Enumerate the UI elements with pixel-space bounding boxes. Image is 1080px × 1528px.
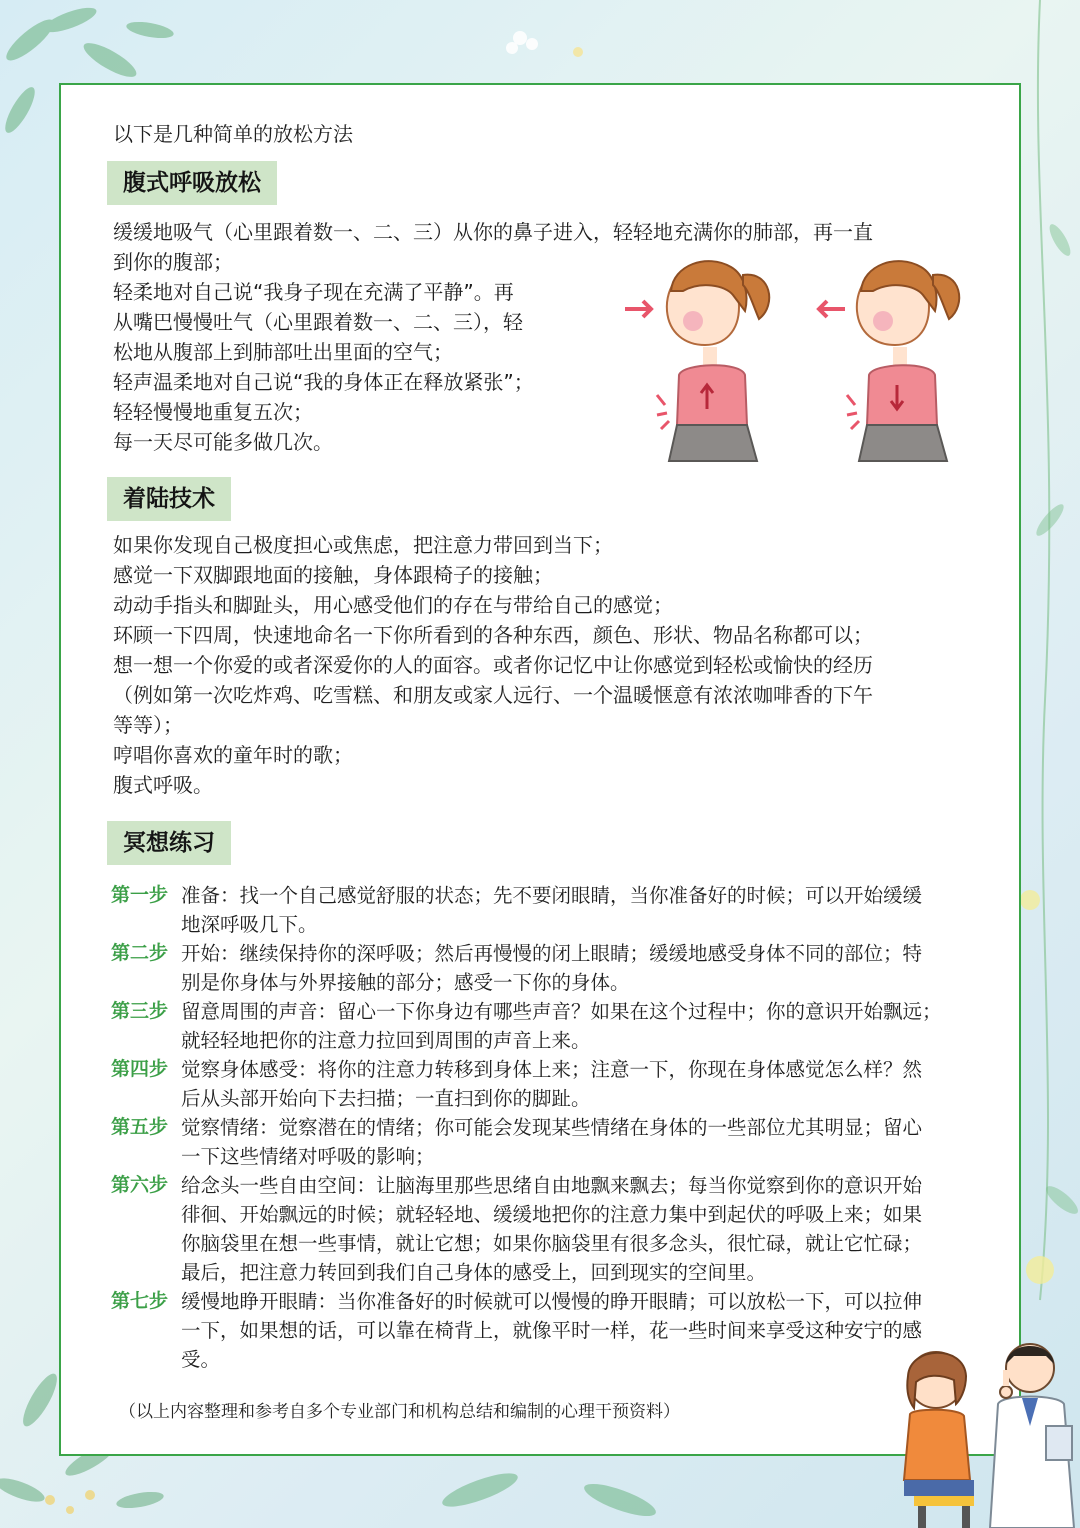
grounding-line: 腹式呼吸。 (113, 773, 213, 797)
grounding-paragraph (113, 530, 873, 800)
step-label: 第三步 (111, 1000, 169, 1022)
step-line: 最后，把注意力转回到我们自己身体的感受上，回到现实的空间里。 (181, 1261, 767, 1284)
step-line: 留意周围的声音：留心一下你身边有哪些声音？如果在这个过程中；你的意识开始飘远； (181, 1000, 942, 1023)
source-footnote: （以上内容整理和参考自多个专业部门和机构总结和编制的心理干预资料） (119, 1402, 680, 1422)
girl-inhale-icon (625, 261, 769, 461)
girl-exhale-icon (819, 261, 959, 461)
content-card (59, 83, 1021, 1456)
breathing-line: 从嘴巴慢慢吐气（心里跟着数一、二、三），轻 (113, 310, 523, 334)
step-line: 一下，如果想的话，可以靠在椅背上，就像平时一样，花一些时间来享受这种安宁的感 (181, 1319, 923, 1342)
doctor-icon (990, 1344, 1074, 1528)
grounding-line: 动动手指头和脚趾头，用心感受他们的存在与带给自己的感觉； (113, 593, 673, 617)
breathing-line: 轻柔地对自己说“我身子现在充满了平静”。再 (113, 280, 514, 304)
meditation-step-6 (111, 1171, 1011, 1287)
flower-bottom-left-icon (45, 1490, 95, 1514)
step-line: 一下这些情绪对呼吸的影响； (181, 1145, 435, 1168)
step-line: 缓慢地睁开眼睛：当你准备好的时候就可以慢慢的睁开眼睛；可以放松一下，可以拉伸 (181, 1290, 923, 1313)
step-label: 第二步 (111, 942, 169, 964)
leaf-bottom-center-icon (439, 1467, 659, 1522)
step-line: 地深呼吸几下。 (181, 913, 318, 936)
grounding-line: （例如第一次吃炸鸡、吃雪糕、和朋友或家人远行、一个温暖惬意有浓浓咖啡香的下午 (113, 683, 873, 707)
step-line: 后从头部开始向下去扫描；一直扫到你的脚趾。 (181, 1087, 591, 1110)
flower-top-icon (506, 31, 583, 57)
grounding-line: 如果你发现自己极度担心或焦虑，把注意力带回到当下； (113, 533, 613, 557)
breathing-line: 每一天尽可能多做几次。 (113, 430, 333, 454)
woman-icon (904, 1352, 974, 1528)
breathing-illustration (621, 245, 981, 465)
step-line: 受。 (181, 1348, 221, 1371)
step-label: 第五步 (111, 1116, 169, 1138)
meditation-step-1 (111, 881, 1011, 939)
meditation-step-2 (111, 939, 1011, 997)
flower-right-icon (1020, 890, 1054, 1284)
leaf-cluster-right-icon (1033, 221, 1080, 1218)
meditation-step-5 (111, 1113, 1011, 1171)
breathing-line: 到你的腹部； (113, 250, 233, 274)
step-line: 觉察身体感受：将你的注意力转移到身体上来；注意一下，你现在身体感觉怎么样？然 (181, 1058, 923, 1081)
intro-text: 以下是几种简单的放松方法 (113, 122, 353, 146)
meditation-steps (111, 881, 1011, 1374)
grounding-line: 感觉一下双脚跟地面的接触，身体跟椅子的接触； (113, 563, 553, 587)
breathing-line: 松地从腹部上到肺部吐出里面的空气； (113, 340, 453, 364)
grounding-line: 哼唱你喜欢的童年时的歌； (113, 743, 353, 767)
grounding-line: 想一想一个你爱的或者深爱你的人的面容。或者你记忆中让你感觉到轻松或愉快的经历 (113, 653, 873, 677)
vine-right-icon (1038, 0, 1049, 1300)
section-title-breathing: 腹式呼吸放松 (107, 161, 277, 205)
step-label: 第七步 (111, 1290, 169, 1312)
breathing-line: 轻声温柔地对自己说“我的身体正在释放紧张”； (113, 370, 534, 394)
step-line: 就轻轻地把你的注意力拉回到周围的声音上来。 (181, 1029, 591, 1052)
step-label: 第一步 (111, 884, 169, 906)
grounding-line: 等等）； (113, 713, 183, 737)
meditation-step-3 (111, 997, 1011, 1055)
step-line: 徘徊、开始飘远的时候；就轻轻地、缓缓地把你的注意力集中到起伏的呼吸上来；如果 (181, 1203, 923, 1226)
breathing-line: 轻轻慢慢地重复五次； (113, 400, 313, 424)
step-line: 开始：继续保持你的深呼吸；然后再慢慢的闭上眼睛；缓缓地感受身体不同的部位；特 (181, 942, 923, 965)
step-line: 给念头一些自由空间：让脑海里那些思绪自由地飘来飘去；每当你觉察到你的意识开始 (181, 1174, 923, 1197)
step-line: 别是你身体与外界接触的部分；感受一下你的身体。 (181, 971, 630, 994)
step-label: 第六步 (111, 1174, 169, 1196)
step-line: 觉察情绪：觉察潜在的情绪；你可能会发现某些情绪在身体的一些部位尤其明显；留心 (181, 1116, 923, 1139)
step-line: 准备：找一个自己感觉舒服的状态；先不要闭眼睛，当你准备好的时候；可以开始缓缓 (181, 884, 923, 907)
step-label: 第四步 (111, 1058, 169, 1080)
step-line: 你脑袋里在想一些事情，就让它想；如果你脑袋里有很多念头，很忙碌，就让它忙碌； (181, 1232, 923, 1255)
breathing-line: 缓缓地吸气（心里跟着数一、二、三）从你的鼻子进入，轻轻地充满你的肺部，再一直 (113, 220, 873, 244)
doctor-patient-illustration (870, 1330, 1080, 1528)
section-title-grounding: 着陆技术 (107, 477, 231, 521)
meditation-step-4 (111, 1055, 1011, 1113)
grounding-line: 环顾一下四周，快速地命名一下你所看到的各种东西，颜色、形状、物品名称都可以； (113, 623, 873, 647)
section-title-meditation: 冥想练习 (107, 821, 231, 865)
